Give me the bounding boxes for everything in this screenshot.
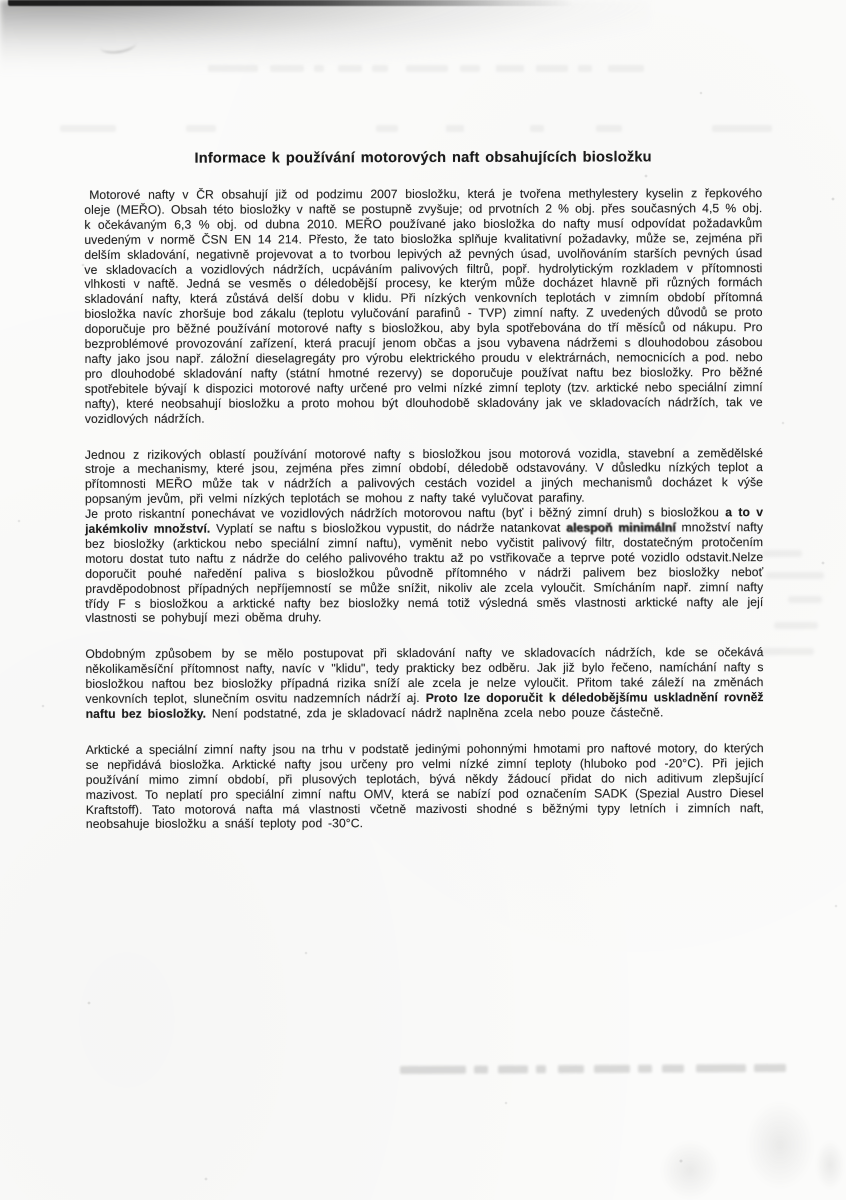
text-run: Motorové nafty v ČR obsahují již od podzimu 2007 biosložku, která je tvořena methylestery kyselin z řepkového oleje (MEŘO). Obsah této biosložky v naftě se postupně zvyšuje; od prvotních 2 % obj. přes současných 4,5 % obj. k očekávaným 6,3 % obj. od dubna 2010. MEŘO používané jako biosložka do nafty musí odpovídat požadavkům uvedeným v normě ČSN EN 14 214. Přesto, že tato biosložka splňuje kvalitativní požadavky, může se, zejména při delším skladování, negativně projevovat a to tvorbou lepivých až pevných úsad, uvolňováním starších pevných úsad ve skladovacích a vozidlových nádržích, ucpáváním palivových filtrů, popř. hydrolytickým rozkladem v přítomnosti vlhkosti v naftě. Jedná se vesměs o déledobější procesy, ke kterým může docházet hlavně při různých formách skladování nafty, která zůstává delší dobu v klidu. Při nízkých venkovních teplotách v zimním období přítomná biosložka navíc zhoršuje bod zákalu (teplotu vylučování parafinů - TVP) zimní nafty. Z uvedených důvodů se proto doporučuje pro běžné používání motorové nafty s biosložkou, aby byla spotřebována do tří měsíců od nákupu. Pro bezproblémové provozování zařízení, která pracují jenom občas a jsou vybavena nádržemi s dlouhodobou zásobou nafty jako jsou např. záložní dieselagregáty pro výrobu elektrického proudu v elektrárnách, nemocnicích a pod. nebo pro dlouhodobé skladování nafty (státní hmotné rezervy) se doporučuje používat naftu bez biosložky. Pro běžné spotřebitele bývají k dispozici motorové nafty určené pro velmi nízké zimní teploty (tzv. arktické nebo speciální zimní nafty), které neobsahují biosložku a proto mohou být dlouhodobě skladovány jak ve skladovacích nádržích, tak ve vozidlových nádržích. — [84, 186, 763, 426]
text-run: množství nafty bez biosložky (arktickou nebo speciální zimní naftu), vyměnit nebo vyčistit palivový filtr, dostatečným protočením motoru dostat tuto naftu z nádrže do celého palivového traktu až po vstřikovače a teprve poté vozidlo odstavit.Nelze doporučit pouhé naředění paliva s biosložkou původně přítomného v nádrži palivem bez biosložky neboť pravděpodobnost případných nepříjemností se může snížit, nikoliv ale zcela vyloučit. Smícháním např. zimní nafty třídy F s biosložkou a arktické nafty bez biosložky nemá totiž výsledná směs vlastnosti arktické nafty ale její vlastnosti se pohybují mezi oběma druhy. — [85, 520, 764, 626]
text-run: Je proto riskantní ponechávat ve vozidlových nádržích motorovou naftu (byť i běžný zimní druh) s biosložkou — [85, 505, 726, 522]
bold-text-run: Proto lze doporučit k déledobějšímu uskladnění rovněž naftu bez biosložky. — [85, 690, 764, 721]
text-run: Jednou z rizikových oblastí používání motorové nafty s biosložkou jsou motorová vozidla, stavební a zemědělské stroje a mechanismy, které jsou, zejména přes zimní období, déledobě odstavovány. V důsledku nízkých teplot a přítomnosti MEŘO může tak v nádržích a palivových cestách vozidel a jiných mechanismů docházet k výše popsaným jevům, při velmi nízkých teplotách se mohou z nafty také vylučovat parafiny. — [84, 445, 763, 507]
document-content — [84, 149, 764, 832]
paragraph — [85, 505, 763, 626]
bleedthrough-mark — [788, 596, 822, 603]
paragraph — [84, 186, 763, 426]
scan-speck-cluster — [660, 1140, 720, 1200]
text-run: Arktické a speciální zimní nafty jsou na trhu v podstatě jedinými pohonnými hmotami pro naftové motory, do kterých se nepřidává biosložka. Arktické nafty jsou určeny pro velmi nízké zimní teploty (hluboko pod -20°C). Při jejich používání mimo zimní období, při plusových teplotách, bývá někdy žádoucí přidat do nich aditivum zlepšující mazivost. To neplatí pro speciální zimní naftu OMV, která se nabízí pod označením SADK (Spezial Austro Diesel Kraftstoff). Tato motorová nafta má vlastnosti včetně mazivosti shodné s běžnými typy letních i zimních naft, neobsahuje biosložku a snáší teploty pod -30°C. — [85, 741, 764, 832]
scan-speckles — [0, 0, 2, 2]
bleedthrough-ghost-row-top — [208, 63, 644, 74]
bleedthrough-mark — [766, 572, 824, 579]
bleedthrough-mark — [774, 622, 818, 629]
paragraph — [85, 645, 763, 721]
text-run: Není podstatné, zda je skladovací nádrž naplněna zcela nebo pouze částečně. — [206, 705, 664, 721]
bleedthrough-mark — [762, 550, 802, 557]
bold-text-run: a to v jakémkoliv množství. — [85, 505, 764, 536]
bleedthrough-ghost-row-bottom — [400, 1062, 786, 1075]
bleedthrough-mark — [762, 648, 814, 655]
scan-smudge-top-left — [0, 0, 650, 96]
scan-speck-cluster — [745, 1100, 815, 1190]
text-run: Vyplatí se naftu s biosložkou vypustit, do nádrže natankovat — [210, 520, 567, 536]
scan-dark-strip — [8, 0, 573, 6]
paragraph — [86, 741, 764, 832]
paragraph — [85, 446, 763, 507]
text-run: Obdobným způsobem by se mělo postupovat při skladování nafty ve skladovacích nádržích, kde se očekává několikaměsíční přítomnost nafty, navíc v "klidu", tedy prakticky bez odběru. Jak již bylo řečeno, namíchání nafty s biosložkou naftou bez biosložky případná rizika sníží ale zcela je nelze vyloučit. Přitom také záleží na změnách venkovních teplot, slunečním osvitu nadzemních nádrží aj. — [85, 645, 764, 706]
bold-text-run: alespoň minimální — [566, 520, 676, 535]
scan-speck-cluster — [815, 1140, 845, 1190]
document-title: Informace k používání motorových naft obsahujících biosložku — [194, 149, 652, 167]
bleedthrough-ghost-row-upper — [60, 123, 772, 134]
document-body — [84, 186, 764, 832]
